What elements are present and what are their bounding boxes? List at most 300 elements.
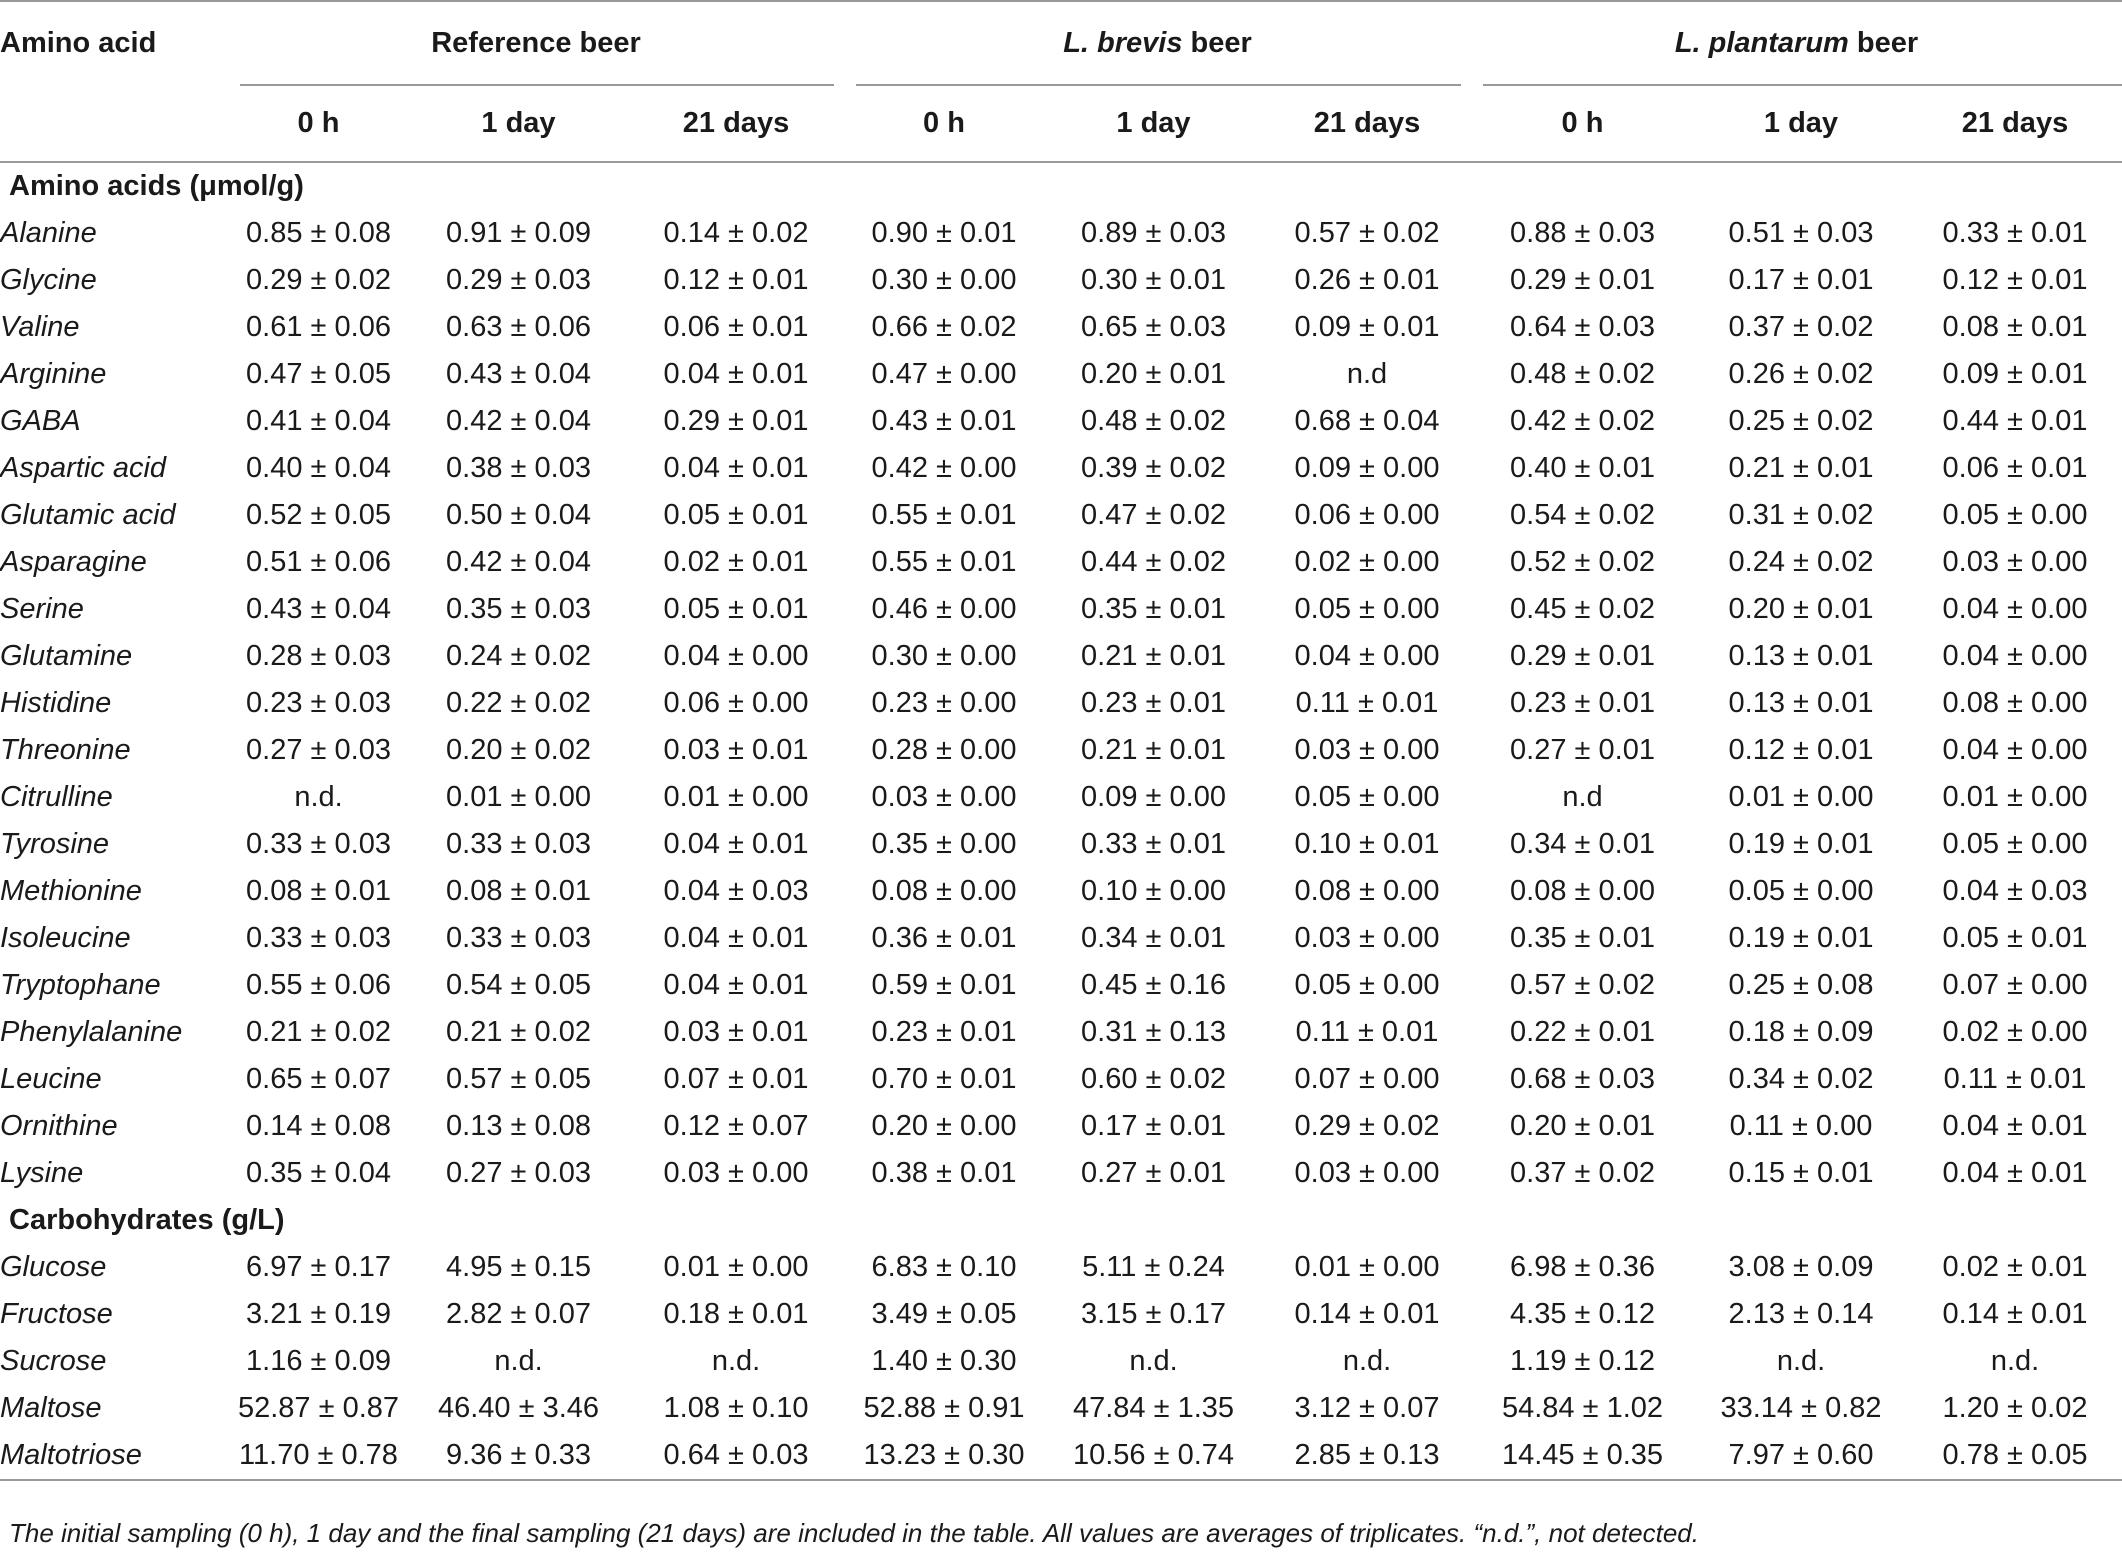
- section-header-row: [0, 1197, 2122, 1244]
- table-cell: 0.05 ± 0.01: [663, 499, 809, 531]
- table-cell: 0.10 ± 0.00: [1081, 875, 1226, 907]
- table-row: [0, 1150, 2122, 1197]
- table-cell: 0.29 ± 0.01: [663, 405, 809, 437]
- table-cell: 0.27 ± 0.01: [1510, 734, 1655, 766]
- table-cell: 0.33 ± 0.03: [246, 828, 391, 860]
- row-label: Ornithine: [0, 1110, 118, 1142]
- table-row: [0, 962, 2122, 1009]
- table-cell: 0.19 ± 0.01: [1728, 922, 1874, 954]
- table-cell: 0.11 ± 0.01: [1943, 1063, 2087, 1095]
- table-cell: 0.08 ± 0.01: [1942, 311, 2088, 343]
- table-footnote: The initial sampling (0 h), 1 day and the final sampling (21 days) are included in the table. All values are averages of triplicates. “n.d.”, not detected.: [9, 1518, 1699, 1548]
- table-cell: 0.35 ± 0.03: [446, 593, 591, 625]
- table-cell: 0.21 ± 0.02: [446, 1016, 591, 1048]
- table-cell: 0.27 ± 0.03: [246, 734, 391, 766]
- timepoint-header: 0 h: [923, 107, 965, 139]
- table-cell: 0.52 ± 0.05: [246, 499, 391, 531]
- table-cell: 0.22 ± 0.01: [1510, 1016, 1655, 1048]
- table-cell: 0.14 ± 0.08: [246, 1110, 391, 1142]
- table-cell: 5.11 ± 0.24: [1082, 1251, 1225, 1283]
- table-cell: 0.10 ± 0.01: [1294, 828, 1440, 860]
- table-cell: 0.60 ± 0.02: [1081, 1063, 1226, 1095]
- table-cell: 52.87 ± 0.87: [237, 1392, 400, 1424]
- table-cell: 0.05 ± 0.00: [1294, 593, 1440, 625]
- table-row: [0, 398, 2122, 445]
- table-cell: 0.02 ± 0.01: [663, 546, 809, 578]
- table-cell: 0.30 ± 0.01: [1081, 264, 1226, 296]
- table-cell: 0.05 ± 0.00: [1942, 499, 2088, 531]
- table-cell: 0.03 ± 0.00: [1942, 546, 2088, 578]
- row-label: Fructose: [0, 1298, 113, 1330]
- table-row: [0, 539, 2122, 586]
- table-cell: n.d: [1562, 781, 1603, 813]
- table-cell: 0.04 ± 0.01: [663, 828, 809, 860]
- table-cell: 0.01 ± 0.00: [1942, 781, 2088, 813]
- table-cell: 0.43 ± 0.01: [871, 405, 1017, 437]
- table-cell: 0.51 ± 0.03: [1728, 217, 1874, 249]
- table-cell: 0.37 ± 0.02: [1510, 1157, 1655, 1189]
- table-cell: 0.43 ± 0.04: [246, 593, 391, 625]
- table-cell: 7.97 ± 0.60: [1728, 1439, 1874, 1471]
- table-cell: 0.20 ± 0.01: [1728, 593, 1874, 625]
- table-cell: 3.08 ± 0.09: [1728, 1251, 1874, 1283]
- row-label: Aspartic acid: [0, 452, 167, 484]
- table-cell: 0.61 ± 0.06: [246, 311, 391, 343]
- table-cell: 1.16 ± 0.09: [246, 1345, 391, 1377]
- table-cell: 0.55 ± 0.06: [246, 969, 391, 1001]
- table-cell: 0.08 ± 0.01: [446, 875, 591, 907]
- table-row: [0, 868, 2122, 915]
- table-cell: 0.27 ± 0.01: [1081, 1157, 1226, 1189]
- group-header-l-plantarum: L. plantarum beer: [1674, 26, 1919, 59]
- table-cell: 0.47 ± 0.02: [1081, 499, 1226, 531]
- table-cell: 0.31 ± 0.02: [1728, 499, 1874, 531]
- table-cell: 0.06 ± 0.00: [663, 687, 809, 719]
- table-cell: 0.05 ± 0.00: [1294, 969, 1440, 1001]
- table-cell: 0.28 ± 0.00: [871, 734, 1017, 766]
- table-cell: n.d.: [1129, 1345, 1178, 1377]
- table-cell: 0.35 ± 0.04: [246, 1157, 391, 1189]
- table-cell: 1.20 ± 0.02: [1942, 1392, 2088, 1424]
- table-cell: 0.01 ± 0.00: [663, 781, 809, 813]
- table-cell: 0.36 ± 0.01: [871, 922, 1017, 954]
- row-label: Alanine: [0, 217, 97, 249]
- table-cell: 2.13 ± 0.14: [1728, 1298, 1874, 1330]
- table-cell: 11.70 ± 0.78: [239, 1439, 398, 1471]
- timepoint-header: 1 day: [1116, 107, 1191, 139]
- table-cell: 3.49 ± 0.05: [871, 1298, 1017, 1330]
- row-label: Isoleucine: [0, 922, 131, 954]
- table-cell: 0.63 ± 0.06: [446, 311, 591, 343]
- table-cell: 0.17 ± 0.01: [1081, 1110, 1226, 1142]
- table-cell: 0.01 ± 0.00: [663, 1251, 809, 1283]
- row-label: Maltose: [0, 1392, 102, 1424]
- table-cell: 0.04 ± 0.00: [1942, 593, 2088, 625]
- table-cell: 0.26 ± 0.02: [1728, 358, 1874, 390]
- table-cell: 0.05 ± 0.01: [663, 593, 809, 625]
- table-cell: 0.08 ± 0.00: [871, 875, 1017, 907]
- table-cell: 0.34 ± 0.01: [1081, 922, 1226, 954]
- table-cell: 3.21 ± 0.19: [246, 1298, 391, 1330]
- row-label: Glutamic acid: [0, 499, 176, 531]
- table-cell: 46.40 ± 3.46: [437, 1392, 600, 1424]
- table-cell: 0.90 ± 0.01: [871, 217, 1017, 249]
- table-cell: 0.23 ± 0.03: [246, 687, 391, 719]
- table-cell: 1.19 ± 0.12: [1510, 1345, 1655, 1377]
- table-cell: 0.48 ± 0.02: [1081, 405, 1226, 437]
- table-cell: 0.34 ± 0.02: [1728, 1063, 1874, 1095]
- table-cell: n.d.: [494, 1345, 543, 1377]
- table-cell: 0.03 ± 0.00: [663, 1157, 809, 1189]
- table-cell: 0.89 ± 0.03: [1081, 217, 1226, 249]
- row-label: Sucrose: [0, 1345, 107, 1377]
- table-cell: 1.40 ± 0.30: [871, 1345, 1017, 1377]
- table-cell: 10.56 ± 0.74: [1072, 1439, 1235, 1471]
- table-cell: 0.03 ± 0.00: [1294, 1157, 1440, 1189]
- timepoint-header: 1 day: [1763, 107, 1839, 139]
- table-cell: n.d.: [294, 781, 343, 813]
- table-cell: 0.88 ± 0.03: [1510, 217, 1655, 249]
- table-cell: 0.04 ± 0.00: [1294, 640, 1440, 672]
- table-cell: 0.40 ± 0.04: [246, 452, 391, 484]
- row-label: Lysine: [0, 1157, 84, 1189]
- table-cell: 0.05 ± 0.00: [1942, 828, 2088, 860]
- table-cell: 0.30 ± 0.00: [871, 264, 1017, 296]
- row-label: Citrulline: [0, 781, 113, 813]
- table-cell: 0.68 ± 0.03: [1510, 1063, 1655, 1095]
- table-cell: 0.24 ± 0.02: [446, 640, 591, 672]
- table-cell: 54.84 ± 1.02: [1501, 1392, 1664, 1424]
- table-cell: 0.06 ± 0.00: [1294, 499, 1440, 531]
- table-cell: 0.07 ± 0.01: [663, 1063, 809, 1095]
- row-label: Maltotriose: [0, 1439, 142, 1471]
- table-cell: 0.15 ± 0.01: [1728, 1157, 1874, 1189]
- table-cell: 0.29 ± 0.02: [246, 264, 391, 296]
- table-cell: 0.29 ± 0.02: [1294, 1110, 1440, 1142]
- table-cell: 0.03 ± 0.00: [1294, 734, 1440, 766]
- table-cell: 0.57 ± 0.02: [1294, 217, 1440, 249]
- row-label: Asparagine: [0, 546, 147, 578]
- table-cell: 0.27 ± 0.03: [446, 1157, 591, 1189]
- table-row: [0, 727, 2122, 774]
- table-cell: 0.21 ± 0.01: [1728, 452, 1874, 484]
- table-cell: n.d.: [1990, 1345, 2040, 1377]
- table-cell: 0.42 ± 0.00: [871, 452, 1017, 484]
- section-header-row: [0, 162, 2122, 210]
- table-cell: 0.55 ± 0.01: [871, 546, 1017, 578]
- timepoint-header: 21 days: [682, 107, 790, 139]
- table-cell: 9.36 ± 0.33: [446, 1439, 591, 1471]
- table-cell: 0.09 ± 0.01: [1294, 311, 1440, 343]
- table-cell: 0.29 ± 0.01: [1510, 264, 1655, 296]
- table-cell: 0.45 ± 0.16: [1081, 969, 1226, 1001]
- table-cell: 0.02 ± 0.00: [1294, 546, 1440, 578]
- table-cell: 0.29 ± 0.03: [446, 264, 591, 296]
- table-cell: 0.01 ± 0.00: [1294, 1251, 1440, 1283]
- table-row: [0, 1244, 2122, 1291]
- table-cell: 0.04 ± 0.00: [1942, 640, 2088, 672]
- row-label: Methionine: [0, 875, 142, 907]
- table-cell: 0.29 ± 0.01: [1510, 640, 1655, 672]
- table-cell: 0.11 ± 0.01: [1295, 1016, 1439, 1048]
- table-row: [0, 1432, 2122, 1480]
- group-header-l-brevis: L. brevis beer: [1063, 26, 1252, 59]
- table-row: [0, 304, 2122, 351]
- table-cell: 0.30 ± 0.00: [871, 640, 1017, 672]
- row-label: Arginine: [0, 358, 107, 390]
- table-cell: 0.18 ± 0.01: [663, 1298, 809, 1330]
- table-cell: 0.04 ± 0.00: [663, 640, 809, 672]
- table-cell: 0.39 ± 0.02: [1081, 452, 1226, 484]
- table-cell: 4.95 ± 0.15: [446, 1251, 591, 1283]
- table-cell: n.d.: [1776, 1345, 1826, 1377]
- table-cell: 0.38 ± 0.01: [871, 1157, 1017, 1189]
- table-cell: 6.97 ± 0.17: [246, 1251, 391, 1283]
- table-cell: 0.78 ± 0.05: [1942, 1439, 2088, 1471]
- table-cell: 0.54 ± 0.05: [446, 969, 591, 1001]
- table-cell: 0.70 ± 0.01: [871, 1063, 1017, 1095]
- table-cell: 0.85 ± 0.08: [246, 217, 391, 249]
- table-cell: 0.04 ± 0.01: [1942, 1157, 2088, 1189]
- table-cell: 0.64 ± 0.03: [1510, 311, 1655, 343]
- table-cell: 0.19 ± 0.01: [1728, 828, 1874, 860]
- table-cell: 0.64 ± 0.03: [663, 1439, 809, 1471]
- table-cell: 0.48 ± 0.02: [1510, 358, 1655, 390]
- table-cell: 0.38 ± 0.03: [446, 452, 591, 484]
- table-row: [0, 1056, 2122, 1103]
- table-cell: 0.11 ± 0.01: [1295, 687, 1439, 719]
- table-cell: 0.35 ± 0.01: [1510, 922, 1655, 954]
- table-cell: 0.50 ± 0.04: [446, 499, 591, 531]
- table-cell: 0.59 ± 0.01: [871, 969, 1017, 1001]
- table-row: [0, 915, 2122, 962]
- table-row: [0, 492, 2122, 539]
- table-cell: 0.12 ± 0.01: [663, 264, 809, 296]
- table-cell: 0.22 ± 0.02: [446, 687, 591, 719]
- table-cell: 0.07 ± 0.00: [1942, 969, 2088, 1001]
- table-cell: 0.54 ± 0.02: [1510, 499, 1655, 531]
- table-cell: 0.08 ± 0.00: [1294, 875, 1440, 907]
- table-cell: 0.06 ± 0.01: [663, 311, 809, 343]
- table-cell: 0.35 ± 0.01: [1081, 593, 1226, 625]
- table-cell: 0.43 ± 0.04: [446, 358, 591, 390]
- table-cell: 0.24 ± 0.02: [1728, 546, 1874, 578]
- row-label: Serine: [0, 593, 84, 625]
- table-cell: 0.35 ± 0.00: [871, 828, 1017, 860]
- timepoint-header: 21 days: [1313, 107, 1421, 139]
- table-cell: 0.65 ± 0.07: [246, 1063, 391, 1095]
- table-row: [0, 445, 2122, 492]
- timepoint-header: 1 day: [481, 107, 556, 139]
- table-cell: n.d.: [1342, 1345, 1392, 1377]
- table-cell: 0.13 ± 0.01: [1728, 687, 1874, 719]
- table-row: [0, 257, 2122, 304]
- table-cell: 0.07 ± 0.00: [1294, 1063, 1440, 1095]
- table-cell: 0.04 ± 0.01: [1942, 1110, 2088, 1142]
- table-row: [0, 1291, 2122, 1338]
- table-cell: 0.33 ± 0.01: [1942, 217, 2088, 249]
- row-label: Glucose: [0, 1251, 107, 1283]
- table-cell: 0.47 ± 0.05: [246, 358, 391, 390]
- table-cell: 52.88 ± 0.91: [863, 1392, 1025, 1424]
- table-cell: 0.33 ± 0.03: [246, 922, 391, 954]
- table-cell: 0.33 ± 0.03: [446, 922, 591, 954]
- row-label: Histidine: [0, 687, 112, 719]
- table-cell: 0.12 ± 0.01: [1942, 264, 2088, 296]
- row-label: Glutamine: [0, 640, 133, 672]
- table-cell: 0.40 ± 0.01: [1510, 452, 1655, 484]
- table-cell: 0.06 ± 0.01: [1942, 452, 2088, 484]
- table-cell: 0.08 ± 0.01: [246, 875, 391, 907]
- table-cell: 0.03 ± 0.00: [871, 781, 1017, 813]
- table-row: [0, 1338, 2122, 1385]
- table-cell: 0.04 ± 0.03: [663, 875, 809, 907]
- table-cell: 0.37 ± 0.02: [1728, 311, 1874, 343]
- table-row: [0, 1385, 2122, 1432]
- table-cell: 0.01 ± 0.00: [1728, 781, 1874, 813]
- table-cell: 0.20 ± 0.01: [1081, 358, 1226, 390]
- table-cell: 0.28 ± 0.03: [246, 640, 391, 672]
- table-cell: 0.12 ± 0.07: [663, 1110, 809, 1142]
- table-cell: 3.12 ± 0.07: [1294, 1392, 1440, 1424]
- table-cell: 47.84 ± 1.35: [1072, 1392, 1235, 1424]
- table-cell: 0.21 ± 0.01: [1081, 734, 1226, 766]
- table-cell: 0.25 ± 0.02: [1728, 405, 1874, 437]
- column-header-amino-acid: Amino acid: [0, 26, 157, 59]
- table-cell: 0.21 ± 0.01: [1081, 640, 1226, 672]
- table-cell: 0.13 ± 0.08: [446, 1110, 591, 1142]
- table-cell: 0.20 ± 0.00: [871, 1110, 1017, 1142]
- table-cell: 0.47 ± 0.00: [871, 358, 1017, 390]
- table-cell: 0.09 ± 0.00: [1081, 781, 1226, 813]
- table-cell: 0.12 ± 0.01: [1728, 734, 1874, 766]
- table-cell: 0.66 ± 0.02: [871, 311, 1017, 343]
- table-cell: 0.26 ± 0.01: [1294, 264, 1440, 296]
- table-cell: 0.04 ± 0.01: [663, 358, 809, 390]
- table-cell: 4.35 ± 0.12: [1510, 1298, 1655, 1330]
- table-cell: 0.04 ± 0.03: [1942, 875, 2088, 907]
- timepoint-header: 0 h: [1561, 107, 1604, 139]
- table-cell: n.d.: [711, 1345, 761, 1377]
- table-cell: 0.14 ± 0.01: [1942, 1298, 2088, 1330]
- table-cell: 0.23 ± 0.00: [871, 687, 1017, 719]
- table-cell: 0.42 ± 0.02: [1510, 405, 1655, 437]
- header-row-groups: [0, 2, 2122, 84]
- section-title: Carbohydrates (g/L): [9, 1204, 285, 1236]
- table-cell: 0.03 ± 0.01: [663, 734, 809, 766]
- table-cell: 33.14 ± 0.82: [1720, 1392, 1882, 1424]
- table-cell: 0.44 ± 0.01: [1942, 405, 2088, 437]
- table-row: [0, 1103, 2122, 1150]
- table-cell: 0.21 ± 0.02: [246, 1016, 391, 1048]
- timepoint-header: 21 days: [1961, 107, 2069, 139]
- table-cell: 0.02 ± 0.00: [1942, 1016, 2088, 1048]
- table-cell: 0.33 ± 0.01: [1081, 828, 1226, 860]
- table-cell: 0.57 ± 0.02: [1510, 969, 1655, 1001]
- table-cell: 0.09 ± 0.00: [1294, 452, 1440, 484]
- table-row: [0, 351, 2122, 398]
- table-cell: 6.83 ± 0.10: [871, 1251, 1017, 1283]
- table-cell: 0.04 ± 0.01: [663, 922, 809, 954]
- table-cell: 0.11 ± 0.00: [1729, 1110, 1873, 1142]
- table-cell: 0.04 ± 0.01: [663, 969, 809, 1001]
- table-cell: 0.18 ± 0.09: [1728, 1016, 1874, 1048]
- table-cell: 0.05 ± 0.01: [1942, 922, 2088, 954]
- table-cell: 0.55 ± 0.01: [871, 499, 1017, 531]
- table-row: [0, 821, 2122, 868]
- table-cell: 0.46 ± 0.00: [871, 593, 1017, 625]
- table-cell: 0.42 ± 0.04: [446, 405, 591, 437]
- table-cell: 0.04 ± 0.01: [663, 452, 809, 484]
- table-cell: 0.33 ± 0.03: [446, 828, 591, 860]
- table-cell: 0.17 ± 0.01: [1728, 264, 1874, 296]
- table-cell: 14.45 ± 0.35: [1501, 1439, 1664, 1471]
- table-cell: 0.03 ± 0.00: [1294, 922, 1440, 954]
- table-cell: 3.15 ± 0.17: [1081, 1298, 1226, 1330]
- table-cell: 0.52 ± 0.02: [1510, 546, 1655, 578]
- table-cell: 0.57 ± 0.05: [446, 1063, 591, 1095]
- table-cell: 0.41 ± 0.04: [246, 405, 391, 437]
- table-cell: 0.44 ± 0.02: [1081, 546, 1226, 578]
- table-cell: 0.25 ± 0.08: [1728, 969, 1874, 1001]
- row-label: Glycine: [0, 264, 97, 296]
- row-label: Threonine: [0, 734, 131, 766]
- table-cell: n.d: [1346, 358, 1388, 390]
- table-cell: 0.23 ± 0.01: [871, 1016, 1017, 1048]
- table-cell: 0.05 ± 0.00: [1294, 781, 1440, 813]
- row-label: Tyrosine: [0, 828, 110, 860]
- table-cell: 6.98 ± 0.36: [1510, 1251, 1655, 1283]
- table-cell: 0.65 ± 0.03: [1081, 311, 1226, 343]
- table-cell: 0.13 ± 0.01: [1728, 640, 1874, 672]
- table-cell: 0.02 ± 0.01: [1942, 1251, 2088, 1283]
- table-cell: 0.08 ± 0.00: [1942, 687, 2088, 719]
- header-row-timepoints: [0, 86, 2122, 161]
- row-label: GABA: [0, 405, 81, 437]
- table-cell: 0.91 ± 0.09: [446, 217, 591, 249]
- table-cell: 1.08 ± 0.10: [663, 1392, 809, 1424]
- row-label: Tryptophane: [0, 969, 161, 1001]
- table-row: [0, 210, 2122, 257]
- section-title: Amino acids (μmol/g): [9, 170, 304, 202]
- table-cell: 0.42 ± 0.04: [446, 546, 591, 578]
- table-cell: 2.85 ± 0.13: [1294, 1439, 1440, 1471]
- table-cell: 0.09 ± 0.01: [1942, 358, 2088, 390]
- timepoint-header: 0 h: [297, 107, 340, 139]
- table-cell: 13.23 ± 0.30: [863, 1439, 1025, 1471]
- table-row: [0, 680, 2122, 727]
- group-header-reference: Reference beer: [431, 26, 641, 59]
- table-cell: 0.05 ± 0.00: [1728, 875, 1874, 907]
- table-row: [0, 633, 2122, 680]
- table-cell: 0.23 ± 0.01: [1081, 687, 1226, 719]
- table-cell: 0.20 ± 0.02: [446, 734, 591, 766]
- table-row: [0, 1009, 2122, 1056]
- table-cell: 0.34 ± 0.01: [1510, 828, 1655, 860]
- row-label: Valine: [0, 311, 80, 343]
- table-cell: 0.23 ± 0.01: [1510, 687, 1655, 719]
- row-label: Phenylalanine: [0, 1016, 183, 1048]
- table-row: [0, 586, 2122, 633]
- row-label: Leucine: [0, 1063, 102, 1095]
- table-cell: 2.82 ± 0.07: [446, 1298, 591, 1330]
- table-cell: 0.20 ± 0.01: [1510, 1110, 1655, 1142]
- table-cell: 0.01 ± 0.00: [446, 781, 591, 813]
- table-cell: 0.04 ± 0.00: [1942, 734, 2088, 766]
- table-cell: 0.14 ± 0.01: [1294, 1298, 1440, 1330]
- table-cell: 0.14 ± 0.02: [663, 217, 809, 249]
- table-cell: 0.51 ± 0.06: [246, 546, 391, 578]
